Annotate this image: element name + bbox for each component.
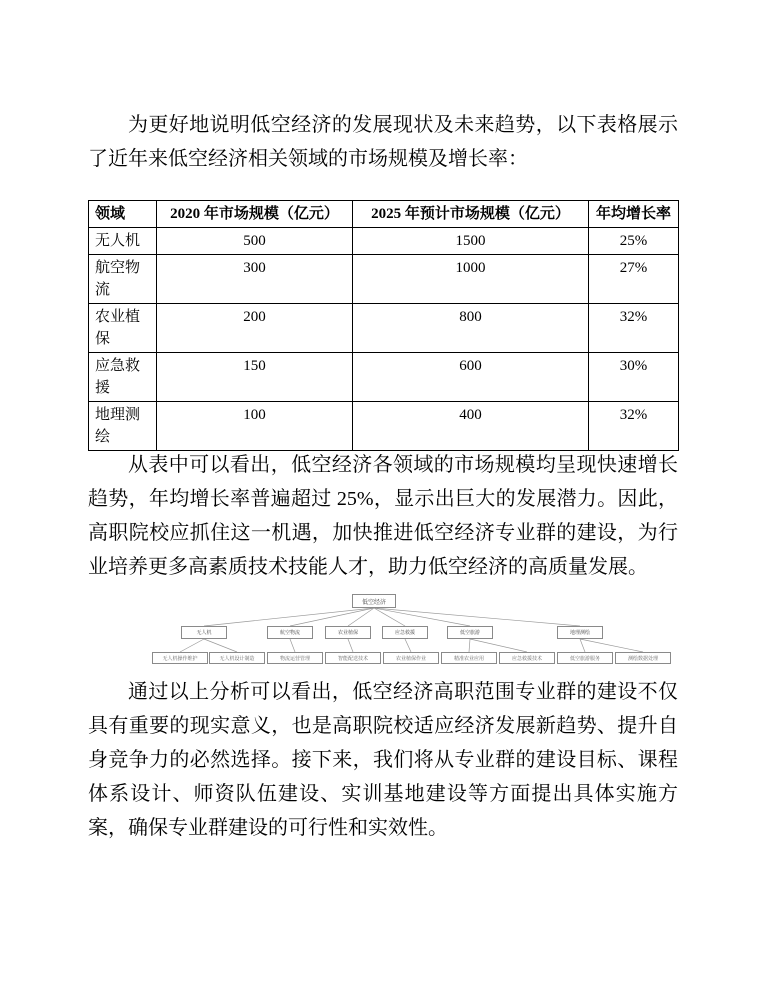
diagram-branch-node: 应急救援 (382, 626, 428, 639)
table-cell: 400 (353, 402, 589, 451)
diagram-leaf-node: 物流运营管理 (267, 652, 323, 664)
table-row (89, 255, 679, 304)
table-cell: 应急救援 (89, 353, 157, 402)
diagram-leaf-node: 测绘数据处理 (615, 652, 671, 664)
intro-paragraph: 为更好地说明低空经济的发展现状及未来趋势，以下表格展示了近年来低空经济相关领域的市场规模及增长率： (88, 114, 678, 170)
table-cell: 无人机 (89, 228, 157, 255)
diagram-leaf-node: 无人机操作维护 (152, 652, 208, 664)
header-cell-2020: 2020 年市场规模（亿元） (157, 201, 353, 228)
diagram-branch-node: 低空旅游 (447, 626, 493, 639)
table-cell: 农业植保 (89, 304, 157, 353)
table-row (89, 353, 679, 402)
table-cell: 32% (589, 304, 679, 353)
table-cell: 32% (589, 402, 679, 451)
diagram-branch-node: 无人机 (181, 626, 227, 639)
diagram-leaf-node: 智能配送技术 (325, 652, 381, 664)
table-cell: 25% (589, 228, 679, 255)
table-row (89, 402, 679, 451)
table-cell: 27% (589, 255, 679, 304)
table-row (89, 228, 679, 255)
header-cell-2025: 2025 年预计市场规模（亿元） (353, 201, 589, 228)
conclusion-paragraph: 通过以上分析可以看出，低空经济高职范围专业群的建设不仅具有重要的现实意义，也是高职院校适应经济发展新趋势、提升自身竞争力的必然选择。接下来，我们将从专业群的建设目标、课程体系设计、师资队伍建设、实训基地建设等方面提出具体实施方案，确保专业群建设的可行性和实效性。 (88, 681, 678, 839)
table-cell: 30% (589, 353, 679, 402)
diagram-branch-node: 地理测绘 (557, 626, 603, 639)
table-cell: 800 (353, 304, 589, 353)
diagram-root-node: 低空经济 (352, 594, 396, 608)
table-header-row (89, 201, 679, 228)
diagram-branch-node: 航空物流 (267, 626, 313, 639)
table-cell: 300 (157, 255, 353, 304)
table-cell: 150 (157, 353, 353, 402)
diagram-branch-node: 农业植保 (325, 626, 371, 639)
table-cell: 航空物流 (89, 255, 157, 304)
header-cell-field: 领域 (89, 201, 157, 228)
table-cell: 地理测绘 (89, 402, 157, 451)
diagram-leaf-node: 农业植保作业 (383, 652, 439, 664)
table-row (89, 304, 679, 353)
table-cell: 1000 (353, 255, 589, 304)
table-cell: 600 (353, 353, 589, 402)
hierarchy-diagram (152, 592, 677, 672)
table-cell: 500 (157, 228, 353, 255)
diagram-leaf-node: 应急救援技术 (499, 652, 555, 664)
diagram-leaf-node: 无人机设计制造 (209, 652, 265, 664)
diagram-leaf-node: 低空旅游服务 (557, 652, 613, 664)
header-cell-growth: 年均增长率 (589, 201, 679, 228)
table-cell: 1500 (353, 228, 589, 255)
table-cell: 200 (157, 304, 353, 353)
analysis-paragraph: 从表中可以看出，低空经济各领域的市场规模均呈现快速增长趋势，年均增长率普遍超过 25%，显示出巨大的发展潜力。因此，高职院校应抓住这一机遇，加快推进低空经济专业群的建设，为行业培养更多高素质技术技能人才，助力低空经济的高质量发展。 (88, 454, 678, 578)
market-table (88, 200, 679, 451)
diagram-leaf-node: 精准农业应用 (441, 652, 497, 664)
table-cell: 100 (157, 402, 353, 451)
